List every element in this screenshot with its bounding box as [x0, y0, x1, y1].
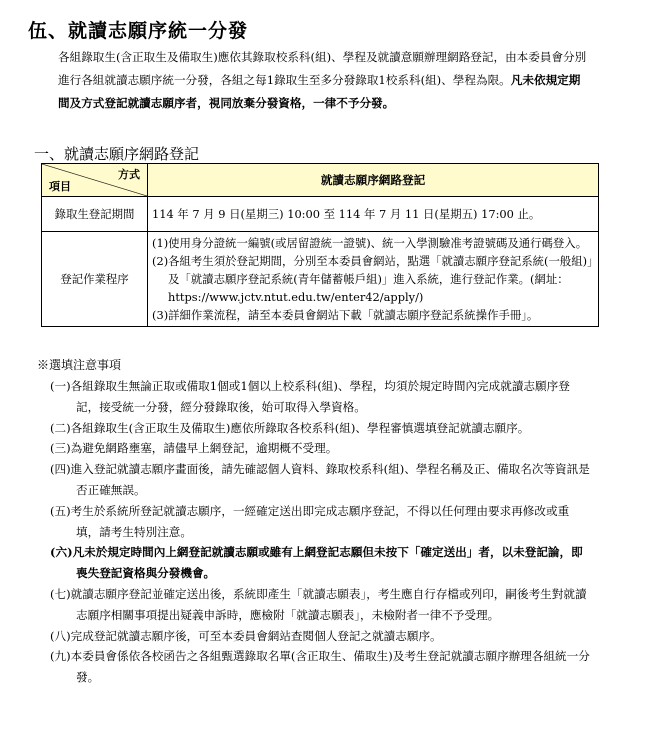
procedure-cell [148, 232, 599, 327]
intro-paragraph [58, 46, 590, 115]
note-item: (五)考生於系統所登記就讀志願序，一經確定送出即完成志願序登記，不得以任何理由要求再修改或重填，請考生特別注意。 [50, 503, 570, 539]
note-item: (二)各組錄取生(含正取生及備取生)應依所錄取各校系科(組)、學程審慎選填登記就讀志願序。 [50, 420, 530, 435]
registration-table [41, 163, 599, 327]
note-item: (一)各組錄取生無論正取或備取1個或1個以上校系科(組)、學程，均須於規定時間內完成就讀志願序登記，接受統一分發，經分發錄取後，始可取得入學資格。 [50, 379, 570, 414]
section-heading: 一、就讀志願序網路登記 [34, 145, 200, 163]
procedure-item: (1)使用身分證統一編號(或居留證統一證號)、統一入學測驗准考證號碼及通行碼登入。 [152, 236, 588, 250]
table-row [42, 197, 599, 232]
note-item: (三)為避免網路壅塞，請儘早上網登記，逾期概不受理。 [50, 441, 338, 456]
table-header-row [42, 164, 599, 197]
row-label: 登記作業程序 [42, 232, 148, 327]
row-label: 錄取生登記期間 [42, 197, 148, 232]
registration-period-value: 114 年 7 月 9 日(星期三) 10:00 至 114 年 7 月 11 日(星期五) 17:00 止。 [148, 197, 599, 232]
note-item: (九)本委員會係依各校函告之各組甄選錄取名單(含正取生、備取生)及考生登記就讀志願序辦理各組統一分發。 [50, 649, 590, 685]
intro-bold-text: 凡未依規定期間及方式登記就讀志願序者，視同放棄分發資格，一律不予分發。 [58, 73, 581, 110]
note-item-important: (六)凡未於規定時間內上網登記就讀志願或雖有上網登記志願但未按下「確定送出」者，以未登記論，即喪失登記資格與分發機會。 [50, 545, 583, 581]
note-item: (八)完成登記就讀志願序後，可至本委員會網站查閱個人登記之就讀志願序。 [50, 628, 442, 643]
procedure-item: (3)詳細作業流程，請至本委員會網站下載「就讀志願序登記系統操作手冊」。 [152, 308, 539, 322]
table-corner-cell [42, 164, 148, 197]
note-item: (四)進入登記就讀志願序畫面後，請先確認個人資料、錄取校系科(組)、學程名稱及正、備取名次等資訊是否正確無誤。 [50, 462, 590, 497]
page-title: 伍、就讀志願序統一分發 [28, 20, 249, 42]
corner-top-label: 方式 [118, 168, 140, 181]
intro-text: 各組錄取生(含正取生及備取生)應依其錄取校系科(組)、學程及就讀意願辦理網路登記，由本委員會分別進行各組就讀志願序統一分發，各組之每1錄取生至多分發錄取1校系科(組)、學程為限。 [58, 50, 587, 87]
corner-bottom-label: 項目 [49, 180, 71, 193]
table-row [42, 232, 599, 327]
table-column-header: 就讀志願序網路登記 [148, 164, 599, 197]
procedure-item: (2)各組考生須於登記期間，分別至本委員會網站，點選「就讀志願序登記系統(一般組)」及「就讀志願序登記系統(青年儲蓄帳戶組)」進入系統，進行登記作業。(網址：https://www.jctv.ntut.edu.tw/enter42/apply/) [152, 254, 593, 304]
notes-heading: ※選填注意事項 [37, 358, 122, 372]
note-item: (七)就讀志願序登記並確定送出後，系統即產生「就讀志願表」，考生應自行存檔或列印，嗣後考生對就讀志願序相關事項提出疑義申訴時，應檢附「就讀志願表」，未檢附者一律不予受理。 [50, 586, 587, 622]
notes-list [50, 376, 590, 688]
